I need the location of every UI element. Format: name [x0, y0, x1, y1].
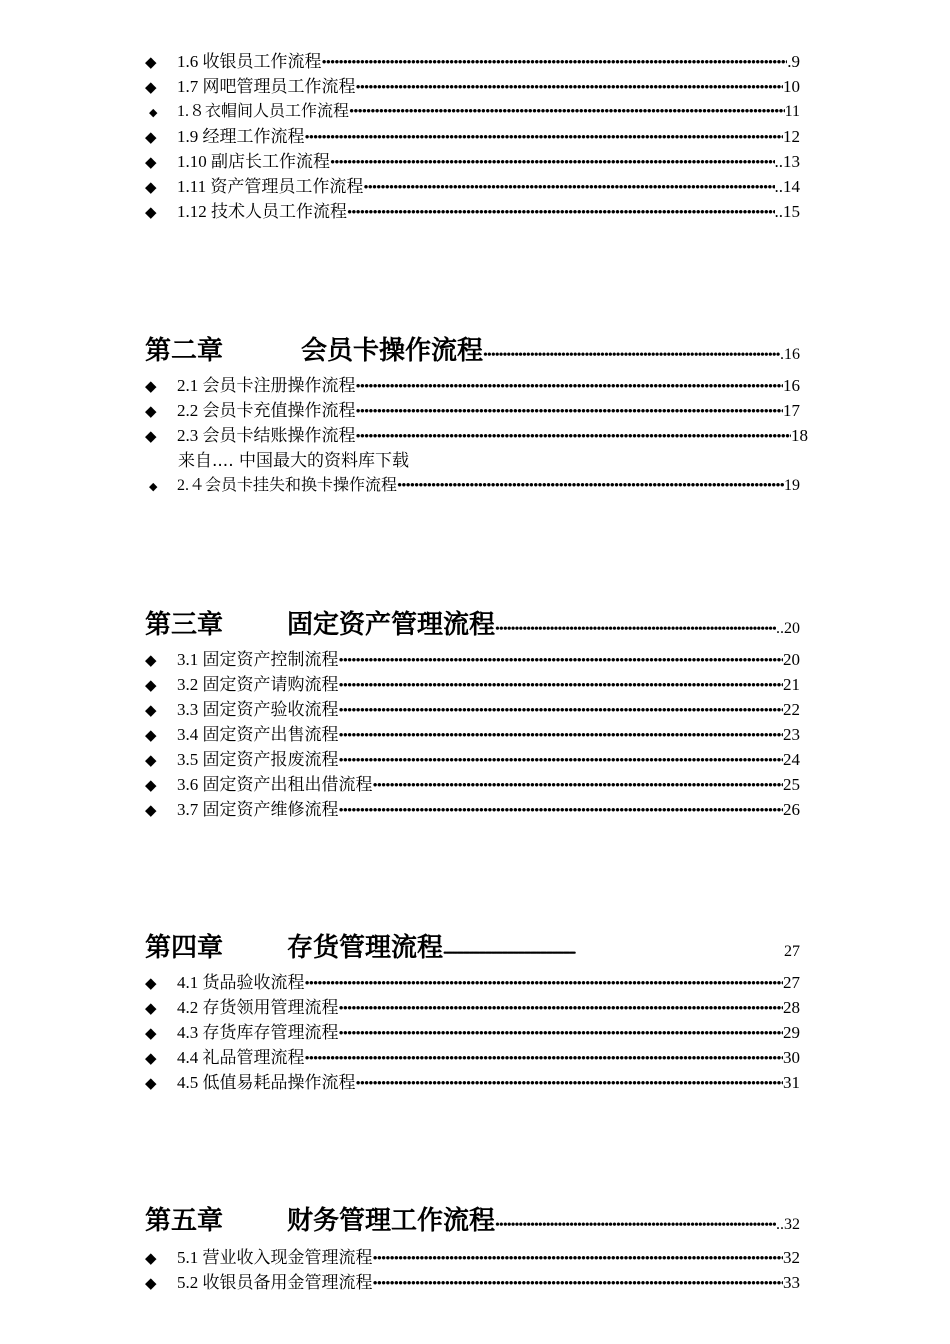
chapter-heading-3[interactable]: [145, 607, 800, 643]
toc-entry-4-5[interactable]: [145, 1071, 800, 1095]
toc-entry-label: 1.7 网吧管理员工作流程: [177, 77, 356, 96]
toc-entry-3-2[interactable]: [145, 673, 800, 697]
chapter-number: 第四章: [145, 933, 224, 963]
toc-entry-page: 31: [783, 1073, 800, 1092]
toc-entry-3-1[interactable]: [145, 648, 800, 672]
toc-entry-label: 3.2 固定资产请购流程: [177, 675, 339, 694]
diamond-bullet-icon: ◆: [149, 480, 158, 493]
diamond-bullet-icon: ◆: [145, 427, 157, 445]
dot-leader: [356, 375, 784, 399]
toc-entry-2-4[interactable]: [145, 474, 800, 498]
toc-entry-1-6[interactable]: [145, 50, 800, 74]
toc-entry-label: 1.10 副店长工作流程: [177, 152, 330, 171]
diamond-bullet-icon: ◆: [145, 801, 157, 819]
chapter-title: 存货管理流程: [287, 933, 444, 963]
toc-entry-label: 2.3 会员卡结账操作流程: [177, 426, 356, 445]
chapter-page: .16: [780, 346, 800, 363]
toc-entry-4-1[interactable]: [145, 971, 800, 995]
chapter-title: 固定资产管理流程: [287, 610, 496, 640]
diamond-bullet-icon: ◆: [145, 377, 157, 395]
toc-entry-5-1[interactable]: [145, 1246, 800, 1270]
diamond-bullet-icon: ◆: [145, 153, 157, 171]
toc-entry-page: 29: [783, 1023, 800, 1042]
toc-entry-2-1[interactable]: [145, 374, 800, 398]
toc-entry-label: 1.9 经理工作流程: [177, 127, 305, 146]
toc-entry-4-3[interactable]: [145, 1021, 800, 1045]
chapter-heading-2[interactable]: [145, 333, 800, 369]
chapter-heading-4[interactable]: [145, 930, 800, 966]
chapter-number: 第二章: [145, 336, 224, 366]
toc-entry-2-2[interactable]: [145, 399, 800, 423]
toc-entry-3-5[interactable]: [145, 748, 800, 772]
toc-entry-label: 4.3 存货库存管理流程: [177, 1023, 339, 1042]
diamond-bullet-icon: ◆: [145, 751, 157, 769]
dot-leader: [373, 1272, 784, 1296]
dot-leader: [483, 348, 780, 364]
diamond-bullet-icon: ◆: [145, 676, 157, 694]
dot-leader: [305, 972, 784, 996]
toc-entry-1-7[interactable]: [145, 75, 800, 99]
toc-entry-5-2[interactable]: [145, 1271, 800, 1295]
diamond-bullet-icon: ◆: [145, 999, 157, 1017]
diamond-bullet-icon: ◆: [145, 1049, 157, 1067]
toc-entry-3-4[interactable]: [145, 723, 800, 747]
toc-entry-page: 21: [783, 675, 800, 694]
chapter-title: 会员卡操作流程: [301, 336, 484, 366]
toc-entry-page: 32: [783, 1248, 800, 1267]
diamond-bullet-icon: ◆: [145, 651, 157, 669]
diamond-bullet-icon: ◆: [145, 1249, 157, 1267]
chapter-number: 第三章: [145, 610, 224, 640]
toc-entry-1-10[interactable]: [145, 150, 800, 174]
diamond-bullet-icon: ◆: [145, 203, 157, 221]
dot-leader: [339, 699, 784, 723]
toc-entry-label: 1.８衣帽间人员工作流程: [177, 103, 350, 120]
chapter-number: 第五章: [145, 1206, 224, 1236]
toc-entry-3-7[interactable]: [145, 798, 800, 822]
toc-entry-page: 19: [784, 477, 800, 494]
toc-entry-label: 2.４会员卡挂失和换卡操作流程: [177, 477, 398, 494]
toc-entry-page: 25: [783, 775, 800, 794]
diamond-bullet-icon: ◆: [145, 128, 157, 146]
toc-entry-label: 2.1 会员卡注册操作流程: [177, 376, 356, 395]
toc-entry-page: .9: [787, 52, 800, 71]
toc-entry-label: 1.6 收银员工作流程: [177, 52, 322, 71]
dot-leader: [339, 649, 784, 673]
dot-leader: [356, 76, 784, 100]
toc-entry-page: 16: [783, 376, 800, 395]
toc-entry-page: 10: [783, 77, 800, 96]
diamond-bullet-icon: ◆: [145, 53, 157, 71]
toc-entry-3-6[interactable]: [145, 773, 800, 797]
chapter-page: ..20: [776, 620, 800, 637]
dot-leader: [305, 126, 784, 150]
toc-entry-page: 24: [783, 750, 800, 769]
toc-entry-label: 2.2 会员卡充值操作流程: [177, 401, 356, 420]
diamond-bullet-icon: ◆: [145, 402, 157, 420]
dot-leader: [347, 201, 775, 225]
dot-leader: [339, 997, 784, 1021]
toc-entry-3-3[interactable]: [145, 698, 800, 722]
dot-leader: [495, 622, 776, 638]
toc-entry-4-4[interactable]: [145, 1046, 800, 1070]
toc-entry-label: 1.12 技术人员工作流程: [177, 202, 347, 221]
toc-entry-page: 28: [783, 998, 800, 1017]
toc-entry-label: 5.1 营业收入现金管理流程: [177, 1248, 373, 1267]
toc-entry-label: 3.1 固定资产控制流程: [177, 650, 339, 669]
toc-entry-page: 26: [783, 800, 800, 819]
toc-entry-label: 3.7 固定资产维修流程: [177, 800, 339, 819]
toc-entry-page: 33: [783, 1273, 800, 1292]
diamond-bullet-icon: ◆: [145, 1074, 157, 1092]
toc-entry-page: ..15: [774, 202, 800, 221]
toc-entry-page: 30: [783, 1048, 800, 1067]
toc-entry-page: 23: [783, 725, 800, 744]
dot-leader: [339, 674, 784, 698]
toc-entry-label: 4.4 礼品管理流程: [177, 1048, 305, 1067]
diamond-bullet-icon: ◆: [145, 776, 157, 794]
source-note: 来自.... 中国最大的资料库下载: [178, 451, 410, 471]
toc-entry-page: ..14: [774, 177, 800, 196]
dot-leader: [356, 425, 792, 449]
toc-entry-page: 22: [783, 700, 800, 719]
diamond-bullet-icon: ◆: [145, 78, 157, 96]
chapter-title: 财务管理工作流程: [287, 1206, 496, 1236]
diamond-bullet-icon: ◆: [145, 974, 157, 992]
toc-entry-page: ..13: [774, 152, 800, 171]
dot-leader: [322, 51, 788, 75]
dot-leader: [339, 749, 784, 773]
dot-leader: [495, 1218, 776, 1234]
toc-entry-page: 17: [783, 401, 800, 420]
toc-entry-label: 3.4 固定资产出售流程: [177, 725, 339, 744]
chapter-heading-5[interactable]: [145, 1203, 800, 1239]
toc-entry-1-12[interactable]: [145, 200, 800, 224]
chapter-page: ..32: [776, 1216, 800, 1233]
diamond-bullet-icon: ◆: [145, 178, 157, 196]
toc-entry-page: 11: [784, 103, 800, 120]
diamond-bullet-icon: ◆: [149, 106, 158, 119]
dot-leader: [443, 948, 784, 958]
toc-entry-label: 4.2 存货领用管理流程: [177, 998, 339, 1017]
toc-entry-1-9[interactable]: [145, 125, 800, 149]
dot-leader: [349, 100, 785, 124]
toc-entry-label: 3.5 固定资产报废流程: [177, 750, 339, 769]
dot-leader: [397, 474, 784, 498]
toc-entry-label: 4.5 低值易耗品操作流程: [177, 1073, 356, 1092]
dot-leader: [356, 1072, 784, 1096]
toc-entry-page: 18: [791, 426, 808, 445]
diamond-bullet-icon: ◆: [145, 726, 157, 744]
dot-leader: [339, 724, 784, 748]
dot-leader: [339, 799, 784, 823]
toc-entry-label: 3.3 固定资产验收流程: [177, 700, 339, 719]
diamond-bullet-icon: ◆: [145, 701, 157, 719]
dot-leader: [330, 151, 775, 175]
toc-entry-label: 5.2 收银员备用金管理流程: [177, 1273, 373, 1292]
toc-entry-1-8[interactable]: [145, 100, 800, 124]
dot-leader: [356, 400, 784, 424]
toc-entry-2-3[interactable]: [145, 424, 808, 448]
toc-entry-label: 4.1 货品验收流程: [177, 973, 305, 992]
diamond-bullet-icon: ◆: [145, 1274, 157, 1292]
dot-leader: [363, 176, 774, 200]
dot-leader: [305, 1047, 784, 1071]
toc-entry-page: 27: [783, 973, 800, 992]
dot-leader: [373, 1247, 784, 1271]
toc-entry-1-11[interactable]: [145, 175, 800, 199]
toc-entry-label: 3.6 固定资产出租出借流程: [177, 775, 373, 794]
chapter-page: 27: [784, 943, 800, 960]
diamond-bullet-icon: ◆: [145, 1024, 157, 1042]
toc-entry-4-2[interactable]: [145, 996, 800, 1020]
toc-entry-page: 12: [783, 127, 800, 146]
toc-entry-label: 1.11 资产管理员工作流程: [177, 177, 364, 196]
toc-entry-page: 20: [783, 650, 800, 669]
dot-leader: [373, 774, 784, 798]
dot-leader: [339, 1022, 784, 1046]
